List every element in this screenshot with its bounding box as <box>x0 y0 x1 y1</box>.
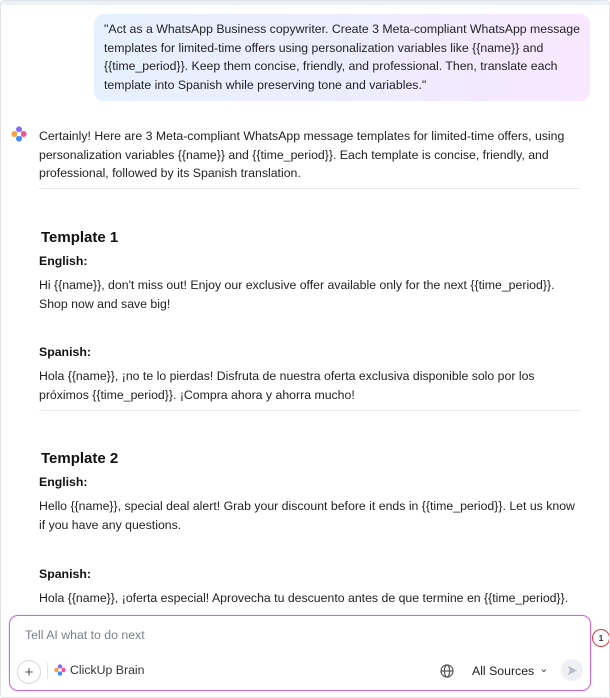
sources-dropdown[interactable] <box>472 664 548 678</box>
model-selector[interactable] <box>54 663 144 677</box>
template-2-spanish-label: Spanish: <box>39 567 91 581</box>
template-2-title: Template 2 <box>41 450 119 467</box>
template-1-spanish-text: Hola {{name}}, ¡no te lo pierdas! Disfruta de nuestra oferta exclusiva disponible solo por los próximos {{time_period}}. ¡Compra ahora y ahorra mucho! <box>39 369 535 402</box>
sources-label: All Sources <box>472 664 535 678</box>
template-1-english-text: Hi {{name}}, don't miss out! Enjoy our exclusive offer available only for the next {{time_period}}. Shop now and save big! <box>39 278 555 311</box>
clickup-brain-icon <box>54 664 66 676</box>
message-list[interactable] <box>1 1 609 613</box>
clickup-brain-icon <box>11 126 27 142</box>
template-1-title: Template 1 <box>41 229 119 246</box>
divider <box>39 188 580 189</box>
divider <box>39 410 580 411</box>
prompt-input[interactable]: Tell AI what to do next <box>25 628 145 642</box>
template-2-english-text: Hello {{name}}, special deal alert! Grab your discount before it ends in {{time_period}}. Let us know if you have any questions. <box>39 499 575 532</box>
notification-badge[interactable]: 1 <box>592 629 610 647</box>
user-message: "Act as a WhatsApp Business copywriter. Create 3 Meta-compliant WhatsApp message templates for limited-time offers using personalization variables like {{name}} and {{time_period}}. Keep them concise, friendly, and professional. Then, translate each template into Spanish while preserving tone and variables." <box>94 14 590 101</box>
template-1-english-label: English: <box>39 254 88 268</box>
template-2-spanish-text: Hola {{name}}, ¡oferta especial! Aprovecha tu descuento antes de que termine en {{time_period}}. <box>39 591 569 605</box>
send-button[interactable] <box>561 659 583 681</box>
divider <box>47 663 48 679</box>
template-2-english-label: English: <box>39 475 88 489</box>
model-label: ClickUp Brain <box>70 663 145 677</box>
send-icon <box>567 665 578 676</box>
template-1-spanish-label: Spanish: <box>39 345 91 359</box>
ai-intro-text: Certainly! Here are 3 Meta-compliant WhatsApp message templates for limited-time offers, using personalization variables {{name}} and {{time_period}}. Each template is concise, friendly, and professional, followed by its Spanish translation. <box>39 129 565 181</box>
chevron-down-icon: ⌄ <box>539 663 549 675</box>
add-button[interactable]: + <box>17 660 41 684</box>
composer <box>9 615 591 691</box>
globe-icon[interactable] <box>439 663 455 679</box>
